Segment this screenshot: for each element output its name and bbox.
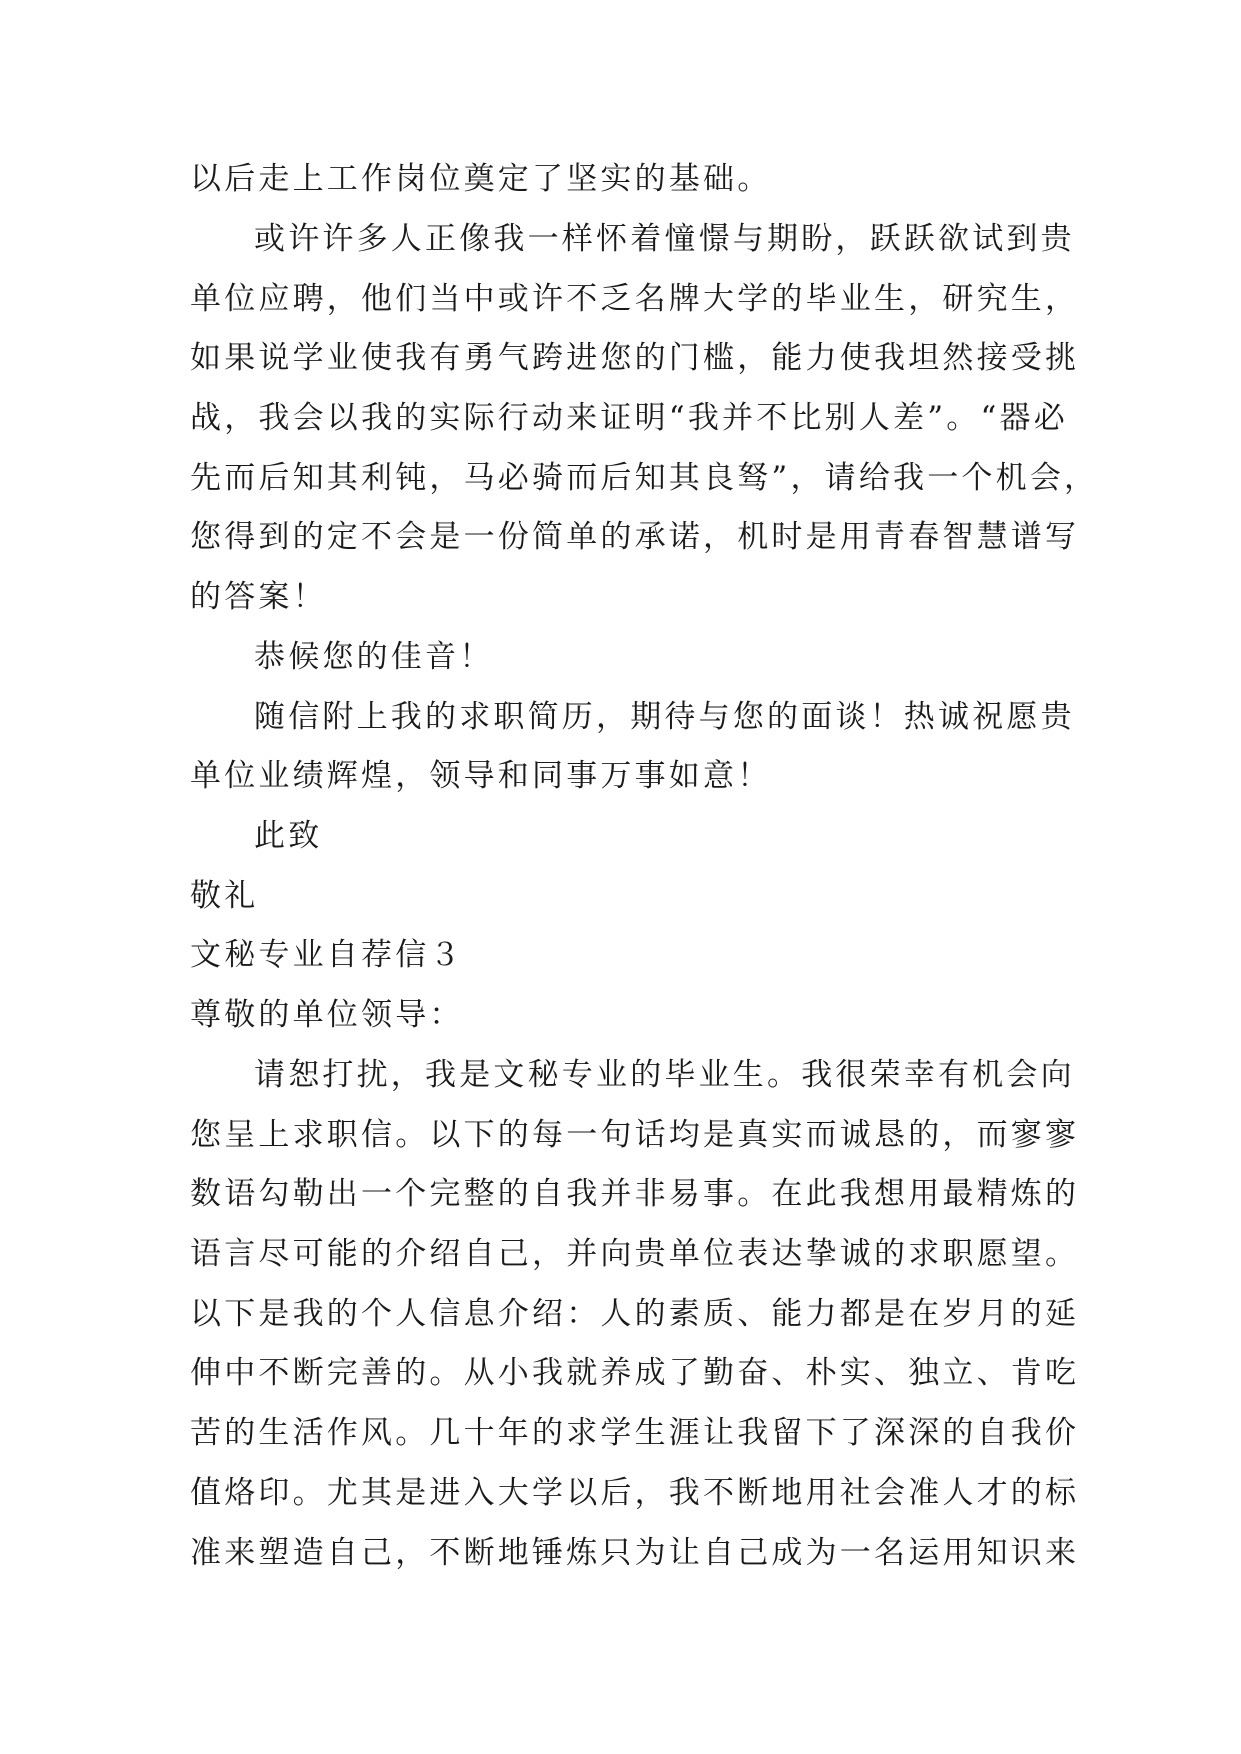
text-line: 战，我会以我的实际行动来证明“我并不比别人差”。“器必 [190,400,1068,436]
text-line: 苦的生活作风。几十年的求学生涯让我留下了深深的自我价 [190,1415,1080,1451]
text-line: 伸中不断完善的。从小我就养成了勤奋、朴实、独立、肯吃 [190,1355,1080,1391]
text-line: 随信附上我的求职简历，期待与您的面谈！热诚祝愿贵 [254,699,1075,735]
text-line: 以下是我的个人信息介绍：人的素质、能力都是在岁月的延 [190,1296,1080,1332]
salutation: 尊敬的单位领导： [190,997,464,1033]
text-line: 的答案！ [190,579,327,615]
text-line: 或许许多人正像我一样怀着憧憬与期盼，跃跃欲试到贵 [254,221,1075,257]
text-line: 恭候您的佳音！ [254,639,494,675]
section-heading: 文秘专业自荐信３ [190,937,464,973]
text-line: 先而后知其利钝，马必骑而后知其良驽”，请给我一个机会， [190,460,1099,496]
text-line: 以后走上工作岗位奠定了坚实的基础。 [190,161,772,197]
text-line: 单位业绩辉煌，领导和同事万事如意！ [190,758,772,794]
text-line: 如果说学业使我有勇气跨进您的门槛，能力使我坦然接受挑 [190,340,1080,376]
text-line: 语言尽可能的介绍自己，并向贵单位表达挚诚的求职愿望。 [190,1236,1080,1272]
text-line: 敬礼 [190,878,259,914]
text-line: 单位应聘，他们当中或许不乏名牌大学的毕业生，研究生， [190,281,1080,317]
text-line: 您呈上求职信。以下的每一句话均是真实而诚恳的，而寥寥 [190,1117,1080,1153]
text-line: 准来塑造自己，不断地锤炼只为让自己成为一名运用知识来 [190,1535,1080,1571]
text-line: 此致 [254,818,323,854]
text-line: 您得到的定不会是一份简单的承诺，机时是用青春智慧谱写 [190,519,1080,555]
text-line: 请恕打扰，我是文秘专业的毕业生。我很荣幸有机会向 [254,1057,1075,1093]
text-line: 数语勾勒出一个完整的自我并非易事。在此我想用最精炼的 [190,1176,1080,1212]
text-line: 值烙印。尤其是进入大学以后，我不断地用社会准人才的标 [190,1475,1080,1511]
